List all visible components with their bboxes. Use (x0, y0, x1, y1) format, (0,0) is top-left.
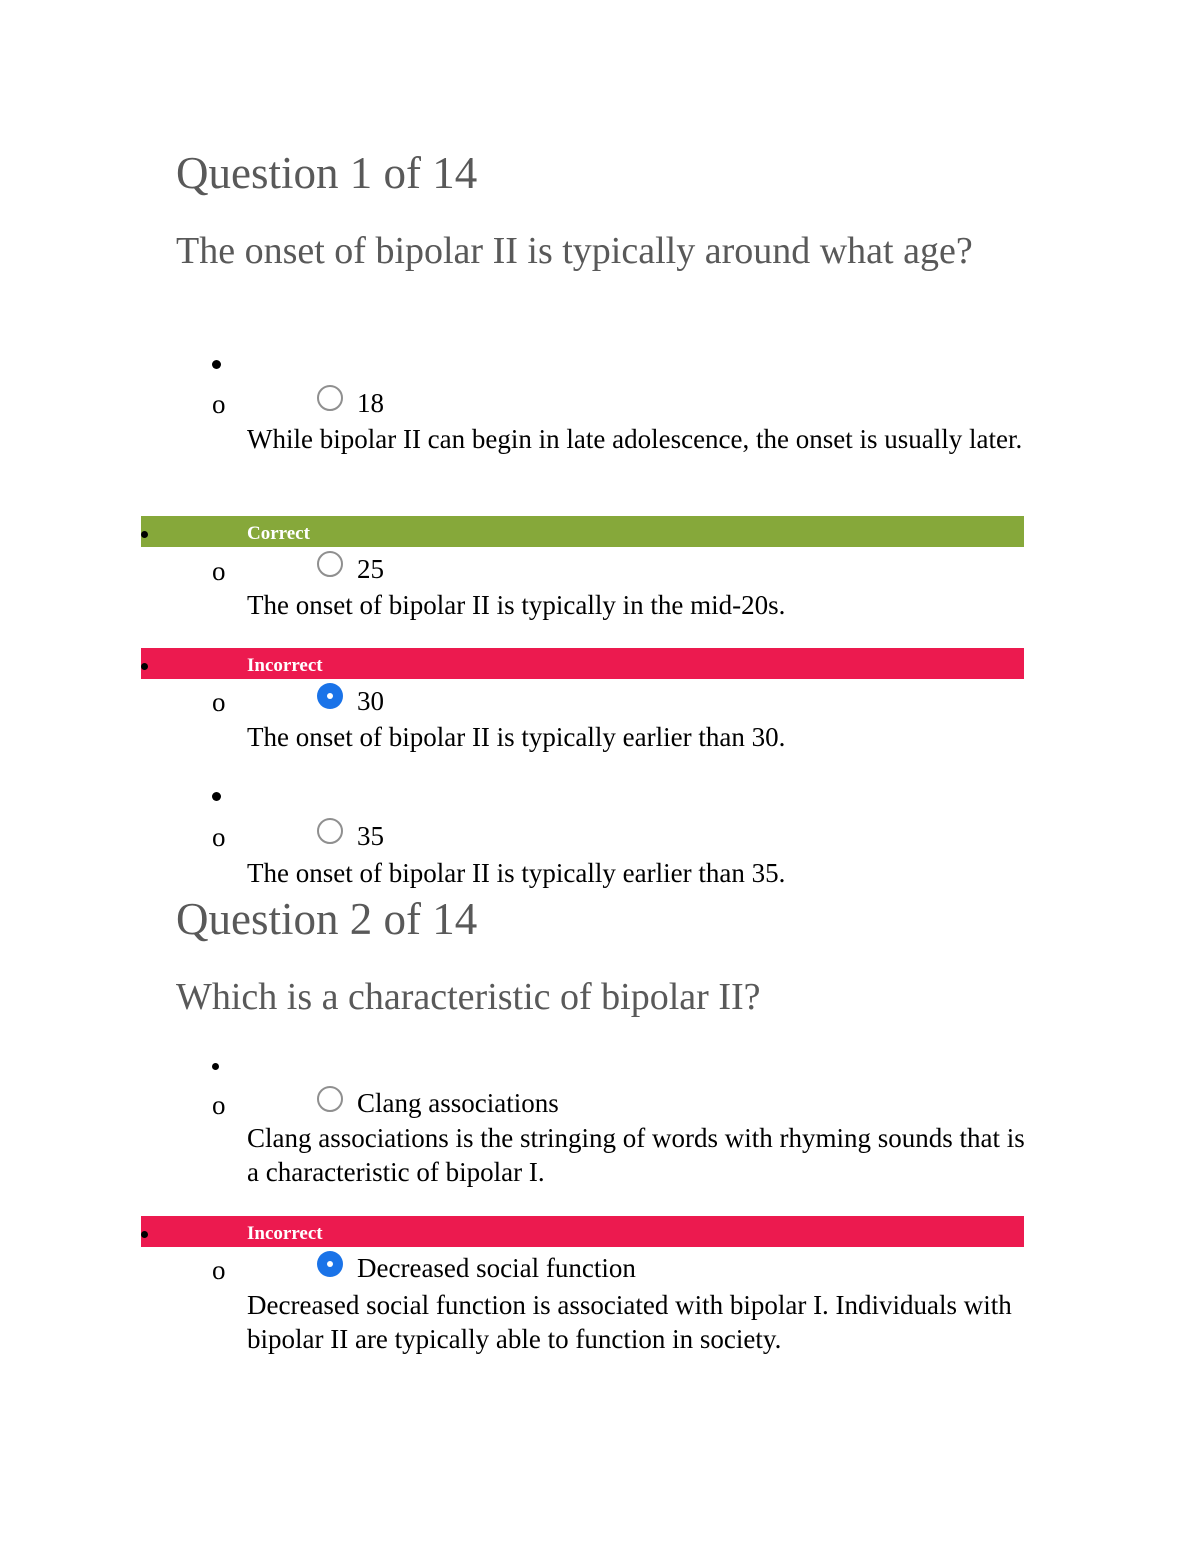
status-label-incorrect: Incorrect (247, 1223, 323, 1244)
option-bullet: o (212, 389, 226, 419)
question-1-title: Question 1 of 14 (176, 148, 478, 198)
option-feedback-30: The onset of bipolar II is typically earlier than 30. (247, 722, 786, 752)
status-band-incorrect (141, 1216, 1024, 1247)
list-bullet (212, 1063, 219, 1070)
question-1-prompt: The onset of bipolar II is typically around what age? (176, 230, 973, 272)
list-bullet (212, 792, 221, 801)
list-bullet (141, 531, 148, 538)
option-label-18: 18 (357, 388, 384, 418)
option-bullet: o (212, 1090, 226, 1120)
option-label-clang-associations: Clang associations (357, 1088, 559, 1118)
option-label-25: 25 (357, 554, 384, 584)
option-feedback-decreased-social-function: Decreased social function is associated with bipolar I. Individuals with bipolar II are typically able to function in society. (247, 1290, 1012, 1354)
question-2-title: Question 2 of 14 (176, 894, 478, 944)
option-bullet: o (212, 556, 226, 586)
radio-option-25[interactable] (317, 551, 343, 577)
question-2-prompt: Which is a characteristic of bipolar II? (176, 976, 761, 1018)
option-bullet: o (212, 822, 226, 852)
radio-option-35[interactable] (317, 818, 343, 844)
list-bullet (212, 360, 221, 369)
option-label-35: 35 (357, 821, 384, 851)
status-label-incorrect: Incorrect (247, 655, 323, 676)
option-label-30: 30 (357, 686, 384, 716)
status-label-correct: Correct (247, 523, 310, 544)
radio-option-18[interactable] (317, 385, 343, 411)
option-feedback-35: The onset of bipolar II is typically earlier than 35. (247, 858, 786, 888)
radio-option-30-selected[interactable] (317, 683, 343, 709)
option-bullet: o (212, 1255, 226, 1285)
option-label-decreased-social-function: Decreased social function (357, 1253, 636, 1283)
list-bullet (141, 663, 148, 670)
radio-option-decreased-social-function-selected[interactable] (317, 1251, 343, 1277)
list-bullet (141, 1231, 148, 1238)
radio-option-clang-associations[interactable] (317, 1086, 343, 1112)
status-band-incorrect (141, 648, 1024, 679)
option-feedback-18: While bipolar II can begin in late adolescence, the onset is usually later. (247, 424, 1023, 454)
option-feedback-clang-associations: Clang associations is the stringing of words with rhyming sounds that is a characteristic of bipolar I. (247, 1123, 1025, 1187)
option-feedback-25: The onset of bipolar II is typically in the mid-20s. (247, 590, 786, 620)
option-bullet: o (212, 687, 226, 717)
status-band-correct (141, 516, 1024, 547)
